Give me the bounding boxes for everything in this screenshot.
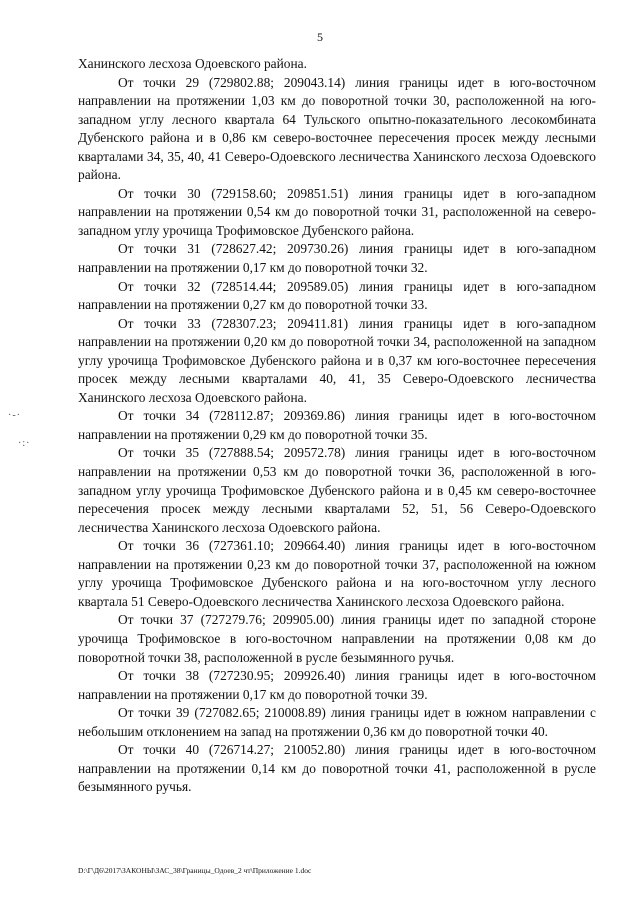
- paragraph: От точки 29 (729802.88; 209043.14) линия границы идет в юго-восточном направлении на протяжении 1,03 км до поворотной точки 30, расположенной на юго-западном углу лесного квартала 64 Тульского опытно-показательного лесокомбината Дубенского района и в 0,86 км северо-восточнее пересечения просек между лесными кварталами 34, 35, 40, 41 Северо-Одоевского лесничества Ханинского лесхоза Одоевского района.: [78, 74, 596, 183]
- page-number: 5: [317, 30, 323, 44]
- document-body: [78, 55, 596, 797]
- paragraph: От точки 36 (727361.10; 209664.40) линия границы идет в юго-восточном направлении на протяжении 0,23 км до поворотной точки 37, расположенной на южном углу урочища Трофимовское Дубенского района и на юго-восточном углу лесного квартала 51 Северо-Одоевского лесничества Ханинского лесхоза Одоевского района.: [78, 538, 596, 609]
- paragraph: От точки 33 (728307.23; 209411.81) линия границы идет в юго-западном направлении на протяжении 0,20 км до поворотной точки 34, расположенной на западном углу урочища Трофимовское Дубенского района и в 0,37 км юго-восточнее пересечения просек между лесными кварталами 40, 41, 35 Северо-Одоевского лесничества Ханинского лесхоза Одоевского района.: [78, 315, 596, 405]
- footer-file-path: D:\Г\Д6\2017\ЗАКОНЫ\ЗАС_38\Границы_Одоев_2 чт\Приложение 1.doc: [78, 866, 312, 875]
- scan-mark: ·‑·: [8, 410, 21, 421]
- scan-mark: ·:·: [18, 438, 31, 449]
- paragraph: От точки 35 (727888.54; 209572.78) линия границы идет в юго-восточном направлении на протяжении 0,53 км до поворотной точки 36, расположенной в юго-западном углу урочища Трофимовское Дубенского района и в 0,45 км северо-восточнее пересечения просек между лесными кварталами 52, 51, 56 Северо-Одоевского лесничества Ханинского лесхоза Одоевского района.: [78, 445, 596, 535]
- paragraph: От точки 37 (727279.76; 209905.00) линия границы идет по западной стороне урочища Трофимовское в юго-восточном направлении на протяжении 0,08 км до поворотной точки 38, расположенной в русле безымянного ручья.: [78, 612, 596, 665]
- paragraph: От точки 30 (729158.60; 209851.51) линия границы идет в юго-западном направлении на протяжении 0,54 км до поворотной точки 31, расположенной на северо-западном углу урочища Трофимовское Дубенского района.: [78, 185, 596, 238]
- paragraph: От точки 38 (727230.95; 209926.40) линия границы идет в юго-восточном направлении на протяжении 0,17 км до поворотной точки 39.: [78, 668, 596, 702]
- paragraph: От точки 32 (728514.44; 209589.05) линия границы идет в юго-западном направлении на протяжении 0,27 км до поворотной точки 33.: [78, 278, 596, 313]
- paragraph: От точки 31 (728627.42; 209730.26) линия границы идет в юго-западном направлении на протяжении 0,17 км до поворотной точки 32.: [78, 241, 596, 276]
- paragraph: От точки 39 (727082.65; 210008.89) линия границы идет в южном направлении с небольшим отклонением на запад на протяжении 0,36 км до поворотной точки 40.: [78, 705, 596, 739]
- paragraph: От точки 34 (728112.87; 209369.86) линия границы идет в юго-восточном направлении на протяжении 0,29 км до поворотной точки 35.: [78, 408, 596, 442]
- paragraph: Ханинского лесхоза Одоевского района.: [78, 56, 307, 71]
- paragraph: От точки 40 (726714.27; 210052.80) линия границы идет в юго-восточном направлении на протяжении 0,14 км до поворотной точки 41, расположенной в русле безымянного ручья.: [78, 742, 596, 795]
